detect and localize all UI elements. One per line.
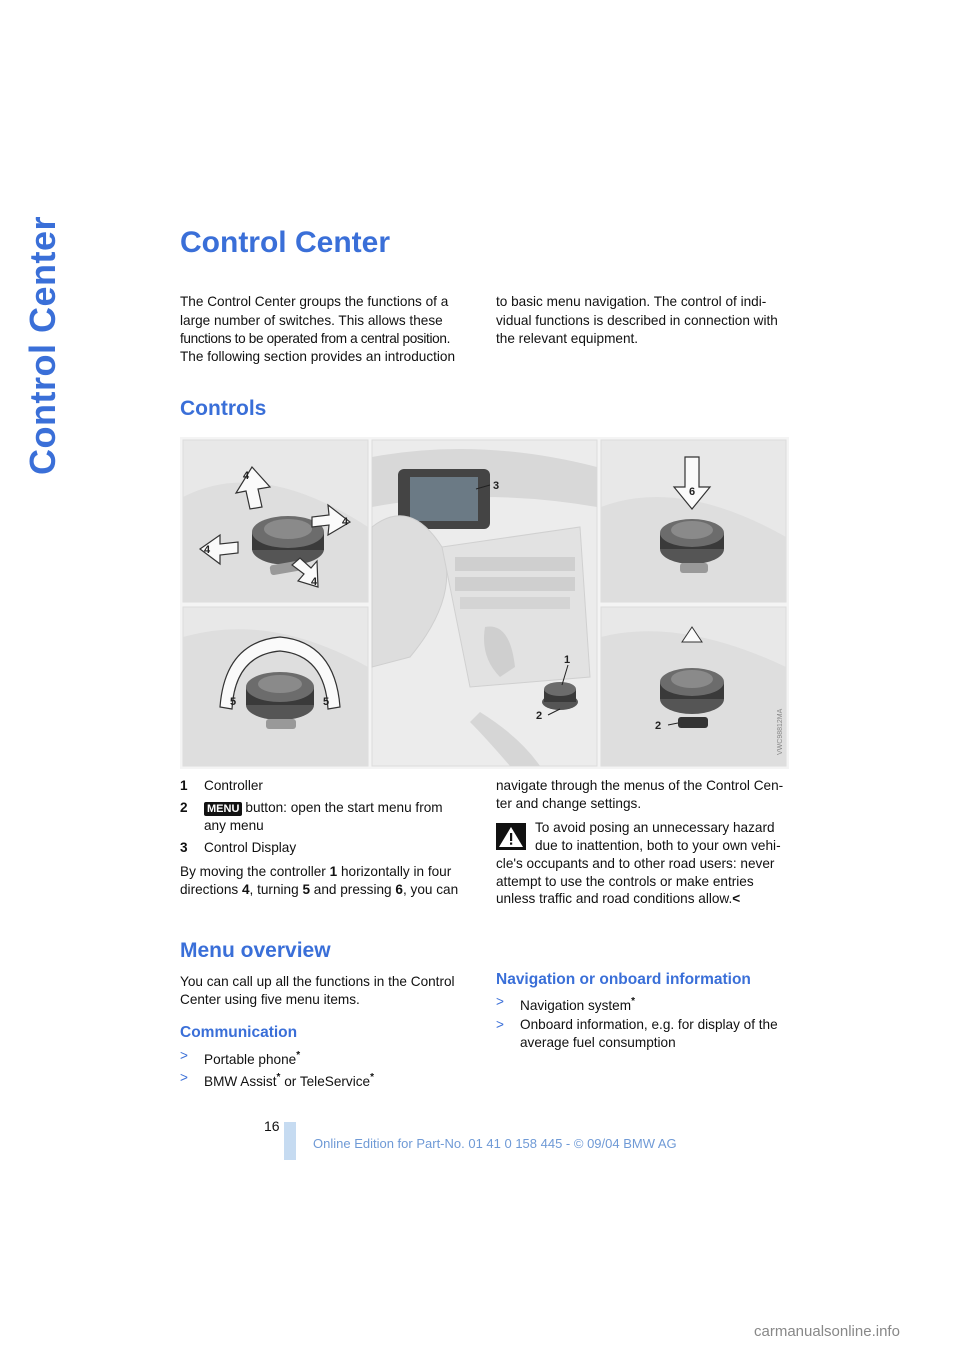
footer-bar — [284, 1122, 296, 1160]
figure-code: VWC98812MA — [777, 708, 784, 755]
page-title: Control Center — [180, 226, 390, 259]
figure-label: 4 — [311, 576, 318, 588]
figure-label: 6 — [689, 486, 696, 498]
menu-button-shape — [678, 717, 708, 728]
intro-line: The following section provides an introduction — [180, 349, 456, 364]
body-line: ter and change settings. — [496, 796, 642, 811]
warning-line: unless traffic and road conditions allow.< — [496, 891, 741, 906]
warning-line: cle's occupants and to other road users: never — [496, 856, 775, 871]
body-line: navigate through the menus of the Control Cen- — [496, 778, 784, 793]
intro-line: The Control Center groups the functions of a — [180, 294, 449, 309]
end-mark: < — [732, 891, 741, 906]
navigation-heading: Navigation or onboard information — [496, 971, 751, 988]
figure-label: 4 — [204, 544, 211, 556]
footer-text: Online Edition for Part-No. 01 41 0 158 445 - © 09/04 BMW AG — [313, 1136, 677, 1151]
intro-line: the relevant equipment. — [496, 331, 639, 346]
warning-line: due to inattention, both to your own vehi- — [535, 838, 781, 853]
menu-intro-line: Center using five menu items. — [180, 992, 360, 1007]
figure-label: 5 — [230, 696, 237, 708]
intro-line: to basic menu navigation. The control of indi- — [496, 294, 767, 309]
figure-label: 4 — [342, 516, 349, 528]
figure-label: 5 — [323, 696, 330, 708]
body-line: directions 4, turning 5 and pressing 6, you can — [180, 882, 459, 897]
controls-diagram — [180, 437, 789, 769]
page-number: 16 — [264, 1118, 280, 1134]
figure-label: 2 — [536, 710, 543, 722]
intro-line: large number of switches. This allows these — [180, 313, 443, 328]
body-line: By moving the controller 1 horizontally in four — [180, 864, 452, 879]
figure-label: 4 — [243, 470, 250, 482]
menu-button-glyph: MENU — [204, 802, 242, 816]
menu-overview-heading: Menu overview — [180, 939, 331, 962]
warning-line: To avoid posing an unnecessary hazard — [535, 820, 775, 835]
menu-intro-line: You can call up all the functions in the Control — [180, 974, 455, 989]
figure-label: 2 — [655, 720, 662, 732]
intro-line: functions to be operated from a central position. — [180, 331, 450, 346]
controls-illustration — [180, 437, 789, 769]
warning-line: attempt to use the controls or make entries — [496, 874, 754, 889]
controls-heading: Controls — [180, 397, 267, 420]
figure-label: 1 — [564, 654, 571, 666]
warning-icon — [496, 823, 526, 850]
watermark: carmanualsonline.info — [754, 1323, 900, 1340]
communication-heading: Communication — [180, 1024, 298, 1041]
figure-label: 3 — [493, 480, 500, 492]
intro-line: vidual functions is described in connection with — [496, 313, 778, 328]
